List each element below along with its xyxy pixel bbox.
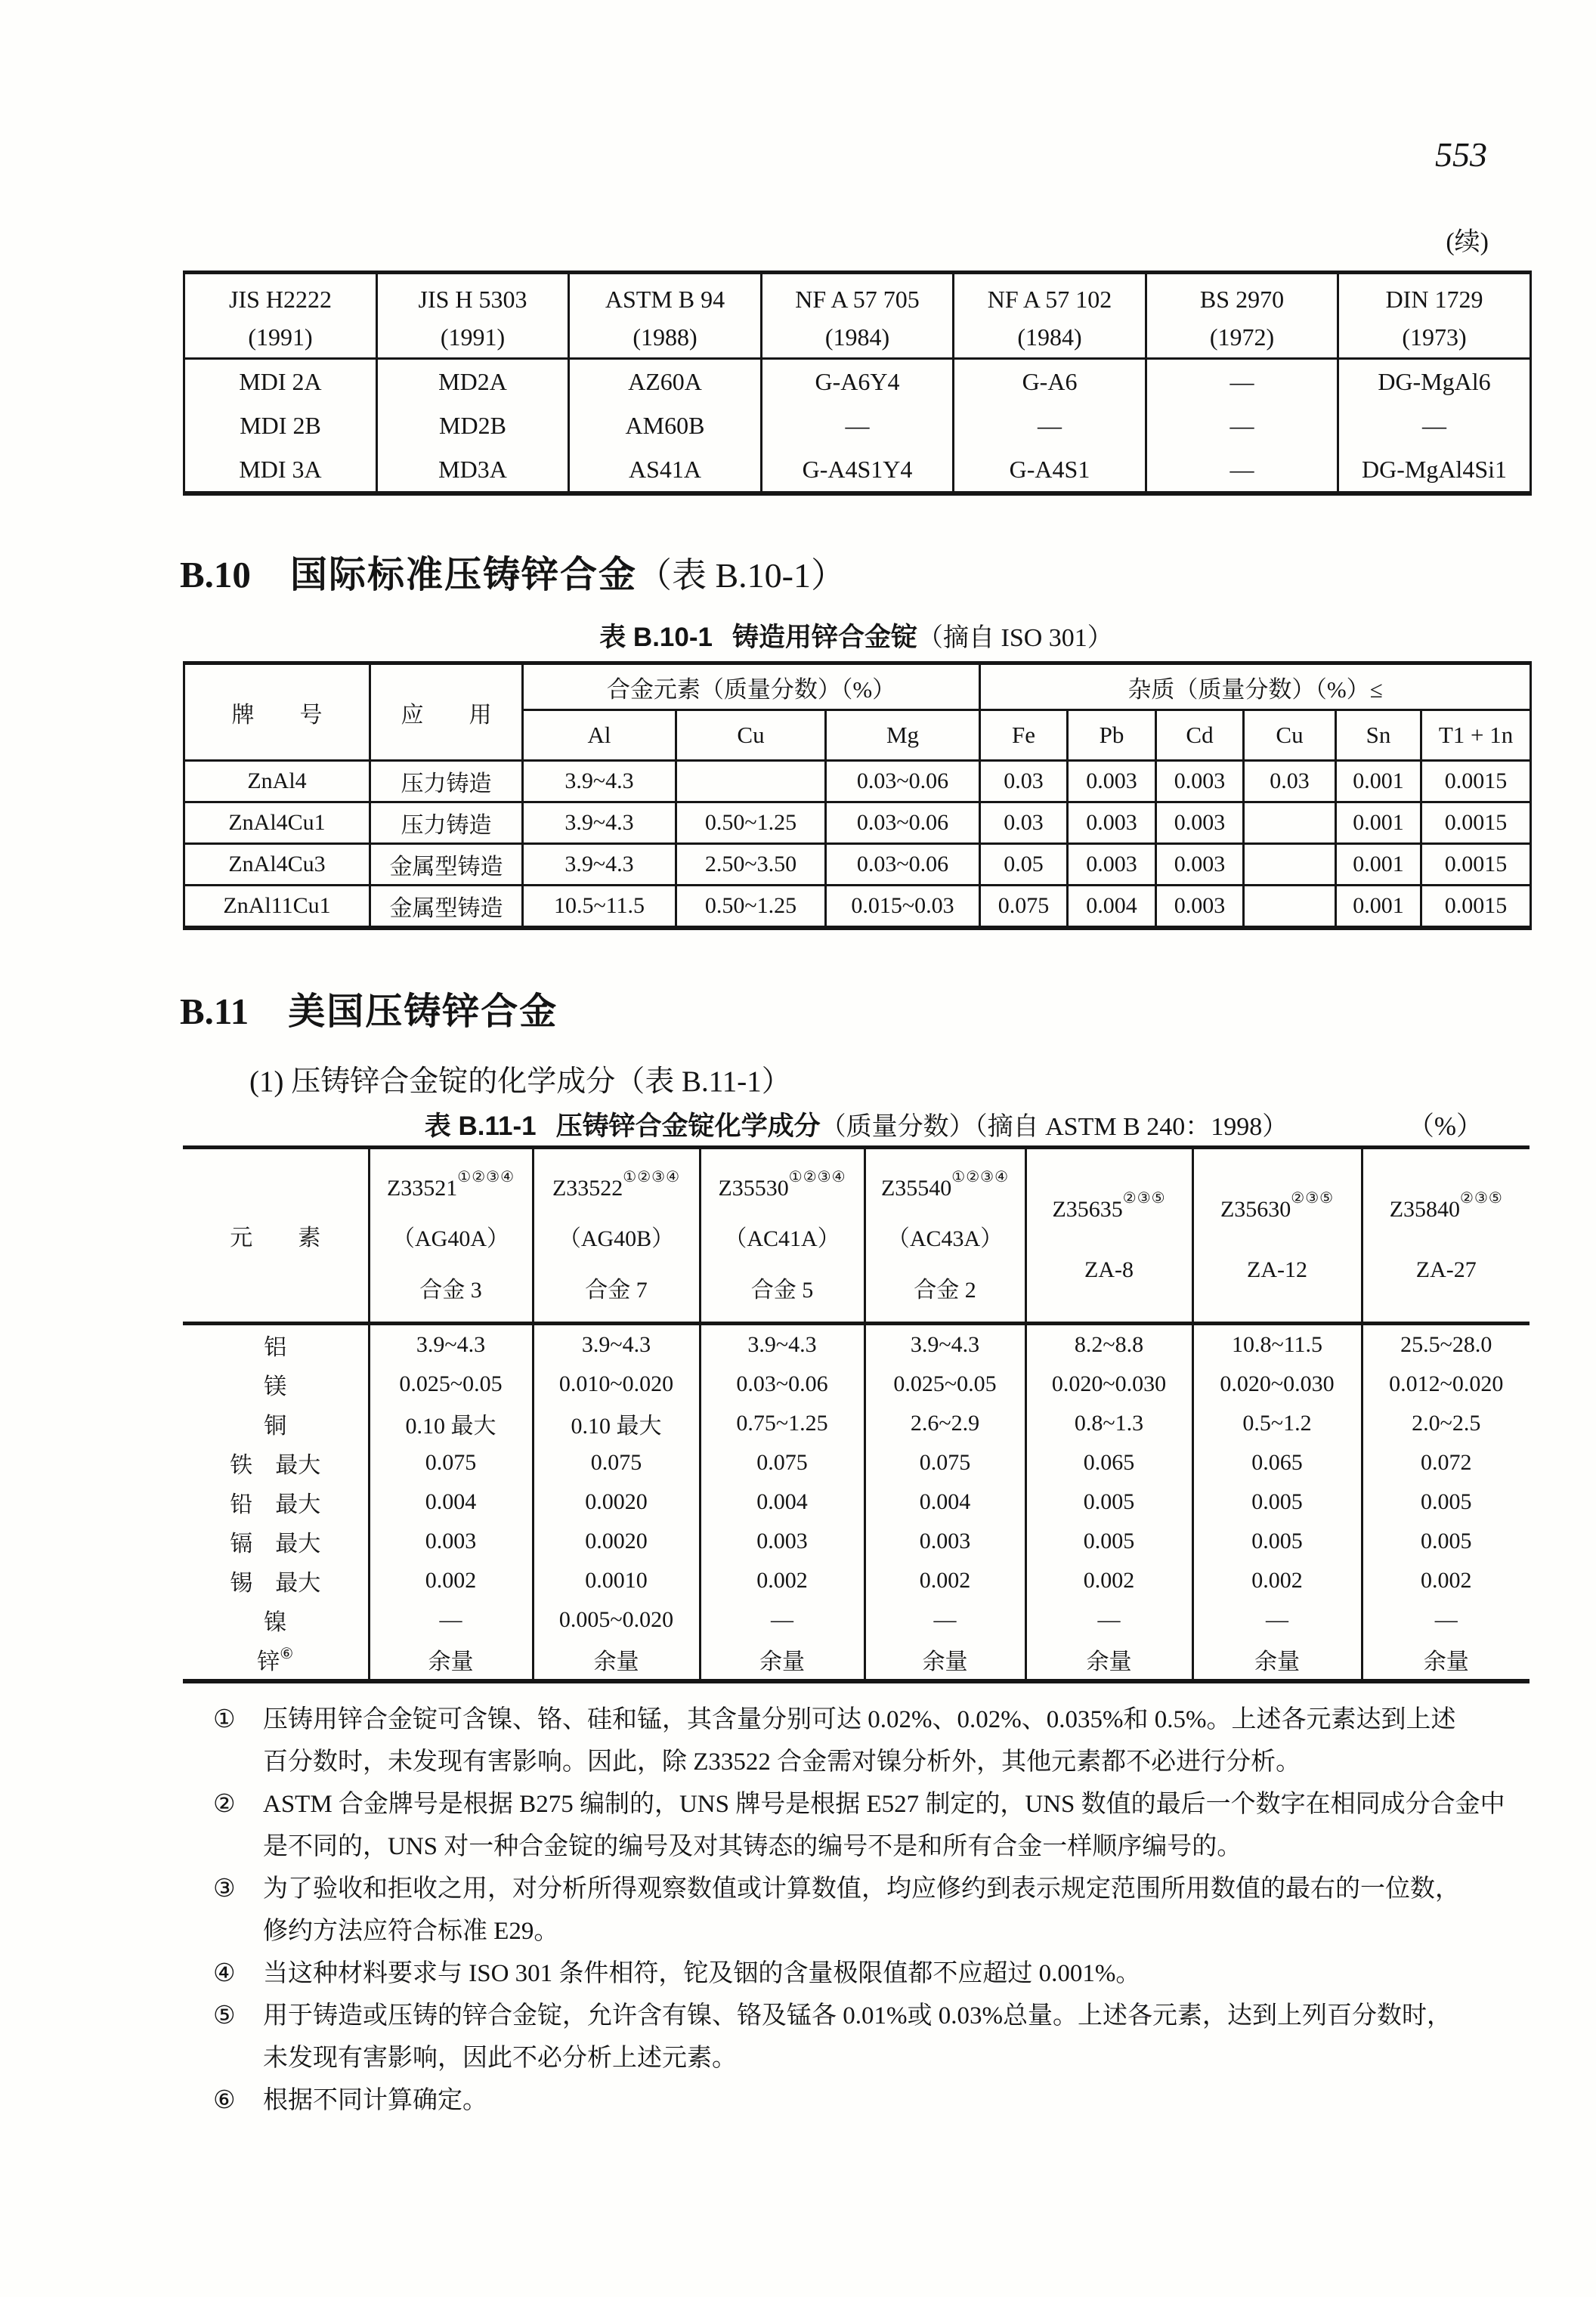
element-cell [183, 1522, 369, 1561]
element-cell [183, 1404, 369, 1443]
footnote-text: 根据不同计算确定。 [263, 2087, 487, 2114]
element-name: 铅 最大 [230, 1492, 321, 1517]
t1-cell: MD2B [377, 403, 569, 447]
value-cell: 0.50~1.25 [676, 802, 826, 844]
value-cell: — [865, 1600, 1025, 1640]
standard-name: BS 2970 [1199, 286, 1285, 313]
footnote-text: 压铸用锌合金锭可含镍、铬、硅和锰，其含量分别可达 0.02%、0.02%、0.035%和 0.5%。上述各元素达到上述 百分数时，未发现有害影响。因此，除 Z33522 合金需对镍分析外，其他元素都不必进行分析。 [263, 1706, 1456, 1776]
brand-cell: ZnAl11Cu1 [184, 886, 370, 929]
value-cell: — [369, 1600, 533, 1640]
table-row [183, 1482, 1530, 1522]
footnote-marker: ④ [213, 1960, 236, 1987]
table-row [183, 1600, 1530, 1640]
value-cell: 25.5~28.0 [1362, 1324, 1530, 1365]
value-cell: 0.004 [1068, 886, 1156, 929]
section-heading-b11 [180, 982, 558, 1035]
element-name: 锌 [257, 1649, 280, 1674]
alloy-number: 合金 2 [914, 1277, 976, 1303]
col-header-tl-in: T1 + 1n [1421, 710, 1531, 761]
t3-column-header [700, 1148, 865, 1324]
value-cell: — [700, 1600, 865, 1640]
table-row [183, 1522, 1530, 1561]
value-cell: 余量 [1192, 1640, 1362, 1681]
footnote-text: 当这种材料要求与 ISO 301 条件相符，铊及铟的含量极限值都不应超过 0.001%。 [263, 1960, 1141, 1987]
uns-designation-line [1220, 1189, 1334, 1223]
col-header-al: Al [523, 710, 676, 761]
column-header-stack [537, 1149, 696, 1322]
element-name: 镉 最大 [230, 1532, 321, 1557]
column-header-stack [1030, 1149, 1189, 1322]
value-cell: 余量 [1025, 1640, 1192, 1681]
table-row [184, 844, 1531, 886]
value-cell: 0.002 [369, 1561, 533, 1600]
uns-designation-line [881, 1167, 1009, 1201]
table-row [183, 1561, 1530, 1600]
footnote [213, 2079, 1545, 2122]
value-cell: 0.5~1.2 [1192, 1404, 1362, 1443]
value-cell: 0.001 [1336, 761, 1421, 802]
value-cell: 0.065 [1192, 1443, 1362, 1482]
value-cell: 0.03~0.06 [826, 802, 980, 844]
col-header-fe: Fe [980, 710, 1068, 761]
t1-cell: MDI 2A [184, 359, 377, 404]
uns-designation: Z35840 [1389, 1196, 1461, 1222]
element-name: 铝 [264, 1335, 287, 1360]
value-cell: 0.03~0.06 [826, 761, 980, 802]
value-cell: 2.6~2.9 [865, 1404, 1025, 1443]
application-cell: 压力铸造 [370, 802, 523, 844]
value-cell: 0.003 [1156, 761, 1244, 802]
group-header-row [184, 663, 1531, 710]
standard-year: (1972) [1209, 323, 1275, 351]
secondary-designation: ZA-12 [1247, 1257, 1307, 1282]
col-header-mg: Mg [826, 710, 980, 761]
footnote [213, 1952, 1545, 1995]
t1-cell: AZ60A [569, 359, 762, 404]
standard-year: (1973) [1402, 323, 1467, 351]
value-cell: 0.065 [1025, 1443, 1192, 1482]
t1-cell: MDI 2B [184, 403, 377, 447]
t1-cell: DG-MgAl6 [1338, 359, 1531, 404]
footnote-text: 为了验收和拒收之用，对分析所得观察数值或计算数值，均应修约到表示规定范围所用数值的最右的一位数， 修约方法应符合标准 E29。 [263, 1875, 1460, 1945]
value-cell: 0.002 [865, 1561, 1025, 1600]
footnote-refs: ①②③④ [623, 1168, 681, 1186]
column-header-stack [1366, 1149, 1527, 1322]
value-cell: 0.0015 [1421, 761, 1531, 802]
table-b10-1 [183, 661, 1532, 930]
value-cell: 0.020~0.030 [1025, 1365, 1192, 1404]
standard-name: JIS H2222 [228, 286, 332, 313]
value-cell: 0.8~1.3 [1025, 1404, 1192, 1443]
footnote-marker: ① [213, 1706, 236, 1733]
t1-column-header [569, 273, 762, 359]
column-header-stack [1197, 1149, 1358, 1322]
col-header-sn: Sn [1336, 710, 1421, 761]
value-cell: 0.10 最大 [369, 1404, 533, 1443]
secondary-designation: ZA-27 [1415, 1257, 1477, 1282]
uns-designation-line [387, 1167, 515, 1201]
column-header-stack [704, 1149, 861, 1322]
value-cell: 余量 [1362, 1640, 1530, 1681]
footnote-text: ASTM 合金牌号是根据 B275 编制的，UNS 牌号是根据 E527 制定的，UNS 数值的最后一个数字在相同成分合金中 是不同的，UNS 对一种合金锭的编号及对其铸态的编号不是和所有合金一样顺序编号的。 [263, 1791, 1505, 1860]
t3-column-header [1362, 1148, 1530, 1324]
table-b11-1 [183, 1145, 1530, 1683]
value-cell: 0.025~0.05 [865, 1365, 1025, 1404]
value-cell: 0.015~0.03 [826, 886, 980, 929]
value-cell: 0.003 [1068, 761, 1156, 802]
value-cell: 0.001 [1336, 844, 1421, 886]
sub-heading-b11-1: (1) 压铸锌合金锭的化学成分（表 B.11-1） [249, 1065, 791, 1098]
uns-designation: Z35540 [880, 1175, 952, 1201]
t1-cell: G-A6Y4 [762, 359, 954, 404]
t1-cell: — [1146, 447, 1338, 493]
value-cell [1244, 844, 1336, 886]
value-cell: 0.005~0.020 [533, 1600, 700, 1640]
value-cell: 0.005 [1192, 1482, 1362, 1522]
standard-name: NF A 57 102 [987, 286, 1112, 313]
col-header-cu-impurity: Cu [1244, 710, 1336, 761]
t1-cell: — [762, 403, 954, 447]
secondary-designation: （AC43A） [886, 1226, 1004, 1251]
value-cell: 0.05 [980, 844, 1068, 886]
footnote-refs: ①②③④ [788, 1168, 846, 1186]
table-row [184, 403, 1531, 447]
caption-label: 表 B.10-1 [599, 623, 713, 652]
t3-column-header [865, 1148, 1025, 1324]
value-cell [676, 761, 826, 802]
alloy-number: 合金 5 [750, 1277, 814, 1303]
caption-source: （质量分数）（摘自 ASTM B 240：1998） [820, 1113, 1288, 1141]
standard-year: (1991) [248, 323, 313, 351]
application-cell: 金属型铸造 [370, 844, 523, 886]
value-cell: 0.075 [700, 1443, 865, 1482]
standard-name: NF A 57 705 [795, 286, 920, 313]
value-cell: 0.005 [1025, 1482, 1192, 1522]
value-cell: 0.005 [1362, 1522, 1530, 1561]
value-cell: 余量 [700, 1640, 865, 1681]
footnotes-block [213, 1699, 1545, 2122]
col-header-cd: Cd [1156, 710, 1244, 761]
t1-cell: MDI 3A [184, 447, 377, 493]
table-row [184, 761, 1531, 802]
secondary-designation: （AG40A） [392, 1226, 509, 1251]
footnote-marker: ⑥ [213, 2087, 236, 2114]
footnote-marker: ③ [213, 1875, 236, 1903]
element-name: 锡 最大 [230, 1571, 321, 1596]
value-cell: 0.003 [369, 1522, 533, 1561]
standard-year: (1984) [1017, 323, 1082, 351]
value-cell: 3.9~4.3 [369, 1324, 533, 1365]
section-title: 美国压铸锌合金 [288, 991, 558, 1032]
value-cell: 0.03 [1244, 761, 1336, 802]
value-cell: 8.2~8.8 [1025, 1324, 1192, 1365]
t1-column-header [762, 273, 954, 359]
value-cell: — [1025, 1600, 1192, 1640]
value-cell: 余量 [533, 1640, 700, 1681]
t1-cell: — [954, 403, 1146, 447]
value-cell: 0.002 [700, 1561, 865, 1600]
value-cell: 0.010~0.020 [533, 1365, 700, 1404]
caption-label: 表 B.11-1 [424, 1111, 537, 1141]
table-row [183, 1324, 1530, 1365]
value-cell: 0.0015 [1421, 886, 1531, 929]
value-cell: 10.5~11.5 [523, 886, 676, 929]
t1-cell: AS41A [569, 447, 762, 493]
footnote [213, 1868, 1545, 1952]
value-cell: 2.50~3.50 [676, 844, 826, 886]
alloy-number: 合金 3 [419, 1277, 482, 1303]
table-row [183, 1365, 1530, 1404]
value-cell: 0.0020 [533, 1522, 700, 1561]
brand-cell: ZnAl4Cu1 [184, 802, 370, 844]
col-header-element: 元 素 [183, 1148, 369, 1324]
t1-column-header [184, 273, 377, 359]
table-b11-caption [183, 1105, 1530, 1143]
value-cell: 0.002 [1025, 1561, 1192, 1600]
t1-cell: MD2A [377, 359, 569, 404]
element-name: 铁 最大 [230, 1453, 321, 1478]
table-row [184, 802, 1531, 844]
standards-cross-reference-table [183, 271, 1532, 496]
value-cell: — [1362, 1600, 1530, 1640]
footnote-refs: ①②③④ [457, 1168, 515, 1186]
standard-name: DIN 1729 [1385, 286, 1483, 313]
uns-designation: Z35530 [718, 1175, 789, 1201]
group-header-impurities: 杂质（质量分数）（%）≤ [980, 663, 1531, 710]
element-name: 镍 [264, 1610, 287, 1635]
standard-year: (1984) [824, 323, 890, 351]
footnote-refs: ②③⑤ [1291, 1189, 1335, 1207]
value-cell: 0.0020 [533, 1482, 700, 1522]
element-cell [183, 1482, 369, 1522]
t1-cell: DG-MgAl4Si1 [1338, 447, 1531, 493]
footnote-refs: ①②③④ [951, 1168, 1010, 1186]
caption-source: （摘自 ISO 301） [917, 624, 1113, 652]
value-cell: 0.025~0.05 [369, 1365, 533, 1404]
standard-name: JIS H 5303 [418, 286, 527, 313]
caption-title: 铸造用锌合金锭 [732, 623, 917, 652]
footnote [213, 1995, 1545, 2079]
value-cell: 0.03 [980, 761, 1068, 802]
standard-year: (1988) [633, 323, 697, 351]
value-cell: 0.001 [1336, 802, 1421, 844]
value-cell: 0.005 [1362, 1482, 1530, 1522]
standard-year: (1991) [440, 323, 506, 351]
footnote-marker: ② [213, 1791, 236, 1818]
value-cell: 3.9~4.3 [533, 1324, 700, 1365]
t3-column-header [1192, 1148, 1362, 1324]
secondary-designation: ZA-8 [1084, 1257, 1134, 1282]
value-cell: — [1192, 1600, 1362, 1640]
value-cell: 余量 [865, 1640, 1025, 1681]
t1-column-header [1146, 273, 1338, 359]
section-number: B.11 [180, 991, 249, 1032]
value-cell [1244, 802, 1336, 844]
footnote-refs: ②③⑤ [1460, 1189, 1503, 1207]
brand-cell: ZnAl4Cu3 [184, 844, 370, 886]
col-header-application: 应 用 [370, 663, 523, 761]
t1-column-header [954, 273, 1146, 359]
t1-cell: — [1338, 403, 1531, 447]
table-row [184, 359, 1531, 404]
group-header-alloy-elements: 合金元素（质量分数）（%） [523, 663, 980, 710]
value-cell: 0.003 [1156, 844, 1244, 886]
table-header-row [184, 273, 1531, 359]
uns-designation-line [1052, 1189, 1165, 1223]
value-cell: 0.003 [1068, 844, 1156, 886]
value-cell: 0.50~1.25 [676, 886, 826, 929]
section-heading-b10 [180, 546, 846, 598]
value-cell: 3.9~4.3 [865, 1324, 1025, 1365]
t1-cell: AM60B [569, 403, 762, 447]
value-cell: 0.03~0.06 [700, 1365, 865, 1404]
element-cell [183, 1640, 369, 1681]
table-row [183, 1443, 1530, 1482]
value-cell: 0.072 [1362, 1443, 1530, 1482]
table-row [183, 1404, 1530, 1443]
secondary-designation: （AC41A） [724, 1226, 840, 1251]
element-name: 铜 [264, 1414, 287, 1439]
value-cell: 3.9~4.3 [523, 761, 676, 802]
value-cell: 3.9~4.3 [700, 1324, 865, 1365]
t1-column-header [1338, 273, 1531, 359]
caption-unit: （%） [1407, 1111, 1483, 1141]
footnote-refs: ②③⑤ [1122, 1189, 1166, 1207]
uns-designation: Z33521 [386, 1175, 458, 1201]
t1-cell: MD3A [377, 447, 569, 493]
section-number: B.10 [180, 554, 251, 595]
column-header-stack [869, 1149, 1022, 1322]
footnote-text: 用于铸造或压铸的锌合金锭，允许含有镍、铬及锰各 0.01%或 0.03%总量。上述各元素，达到上列百分数时， 未发现有害影响，因此不必分析上述元素。 [263, 2002, 1452, 2072]
footnote-marker: ⑤ [213, 2002, 236, 2030]
uns-designation: Z35630 [1220, 1196, 1291, 1222]
col-header-pb: Pb [1068, 710, 1156, 761]
value-cell: 0.075 [980, 886, 1068, 929]
value-cell: 0.003 [700, 1522, 865, 1561]
value-cell: 0.012~0.020 [1362, 1365, 1530, 1404]
value-cell: 0.001 [1336, 886, 1421, 929]
t3-column-header [369, 1148, 533, 1324]
uns-designation-line [1390, 1189, 1503, 1223]
value-cell: 0.003 [865, 1522, 1025, 1561]
value-cell: 0.075 [865, 1443, 1025, 1482]
value-cell: 0.10 最大 [533, 1404, 700, 1443]
footnote [213, 1699, 1545, 1783]
value-cell: 0.003 [1156, 886, 1244, 929]
value-cell: 0.004 [369, 1482, 533, 1522]
table-row [184, 447, 1531, 493]
col-header-brand: 牌 号 [184, 663, 370, 761]
value-cell: 0.002 [1192, 1561, 1362, 1600]
t3-column-header [533, 1148, 700, 1324]
table-header-row [183, 1148, 1530, 1324]
element-cell [183, 1365, 369, 1404]
t1-cell: G-A4S1Y4 [762, 447, 954, 493]
application-cell: 金属型铸造 [370, 886, 523, 929]
value-cell: 0.0015 [1421, 802, 1531, 844]
element-cell [183, 1561, 369, 1600]
footnote-ref: ⑥ [280, 1646, 294, 1662]
section-table-ref: （表 B.10-1） [636, 556, 846, 595]
value-cell: 0.002 [1362, 1561, 1530, 1600]
column-header-stack [373, 1149, 529, 1322]
standard-name: ASTM B 94 [605, 286, 725, 313]
value-cell: 0.075 [369, 1443, 533, 1482]
value-cell: 0.004 [700, 1482, 865, 1522]
caption-title: 压铸锌合金锭化学成分 [555, 1111, 821, 1141]
value-cell [1244, 886, 1336, 929]
value-cell: 0.004 [865, 1482, 1025, 1522]
value-cell: 余量 [369, 1640, 533, 1681]
t1-column-header [377, 273, 569, 359]
element-name: 镁 [264, 1374, 287, 1399]
brand-cell: ZnAl4 [184, 761, 370, 802]
value-cell: 0.020~0.030 [1192, 1365, 1362, 1404]
element-cell [183, 1324, 369, 1365]
value-cell: 10.8~11.5 [1192, 1324, 1362, 1365]
value-cell: 0.75~1.25 [700, 1404, 865, 1443]
t1-cell: G-A4S1 [954, 447, 1146, 493]
table-row [184, 886, 1531, 929]
value-cell: 0.005 [1025, 1522, 1192, 1561]
t1-cell: — [1146, 403, 1338, 447]
t3-column-header [1025, 1148, 1192, 1324]
uns-designation-line [718, 1167, 846, 1201]
col-header-cu: Cu [676, 710, 826, 761]
value-cell: 2.0~2.5 [1362, 1404, 1530, 1443]
uns-designation-line [552, 1167, 680, 1201]
footnote [213, 1783, 1545, 1868]
t1-cell: — [1146, 359, 1338, 404]
value-cell: 0.075 [533, 1443, 700, 1482]
element-cell [183, 1443, 369, 1482]
section-title: 国际标准压铸锌合金 [289, 555, 637, 595]
page-number: 553 [1435, 135, 1487, 174]
value-cell: 3.9~4.3 [523, 802, 676, 844]
value-cell: 0.003 [1068, 802, 1156, 844]
table-b10-caption [183, 617, 1530, 654]
value-cell: 0.003 [1156, 802, 1244, 844]
t1-cell: G-A6 [954, 359, 1146, 404]
application-cell: 压力铸造 [370, 761, 523, 802]
value-cell: 0.03~0.06 [826, 844, 980, 886]
value-cell: 0.03 [980, 802, 1068, 844]
alloy-number: 合金 7 [585, 1277, 648, 1303]
secondary-designation: （AG40B） [558, 1226, 675, 1251]
table-row [183, 1640, 1530, 1681]
element-cell [183, 1600, 369, 1640]
value-cell: 3.9~4.3 [523, 844, 676, 886]
continued-note: (续) [1446, 228, 1489, 256]
uns-designation: Z33522 [552, 1175, 623, 1201]
uns-designation: Z35635 [1052, 1196, 1123, 1222]
value-cell: 0.0015 [1421, 844, 1531, 886]
value-cell: 0.005 [1192, 1522, 1362, 1561]
value-cell: 0.0010 [533, 1561, 700, 1600]
